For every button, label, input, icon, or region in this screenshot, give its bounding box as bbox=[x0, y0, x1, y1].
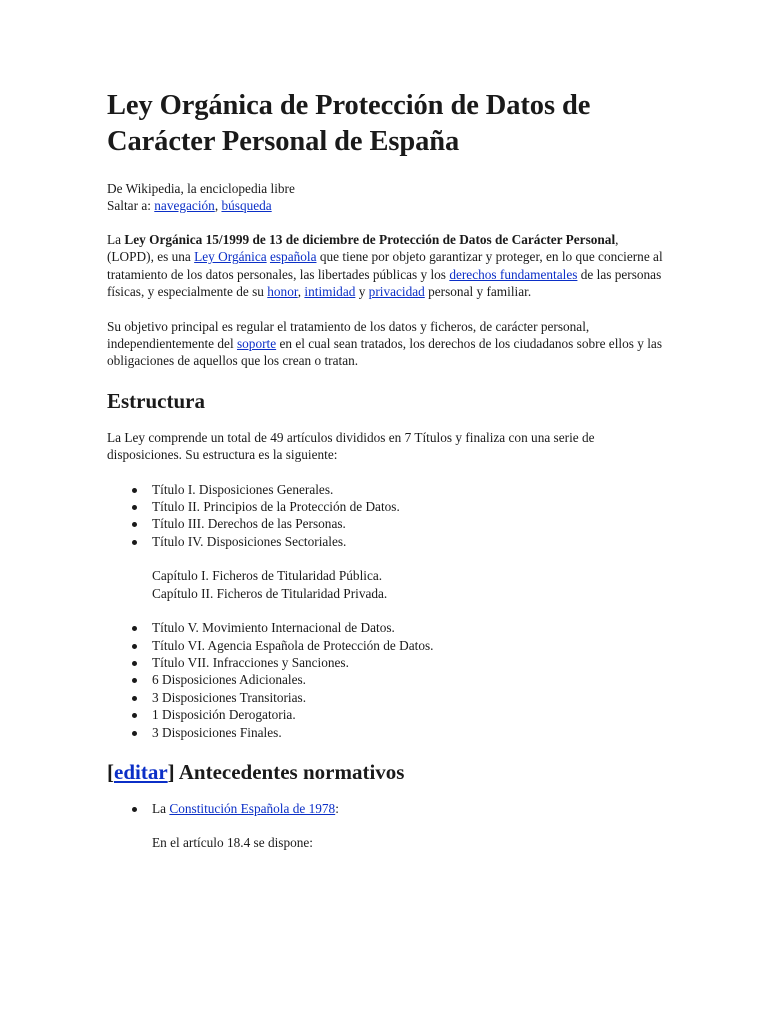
objective-paragraph bbox=[107, 318, 668, 370]
edit-bracket-open: [ bbox=[107, 759, 114, 784]
structure-list bbox=[107, 481, 668, 551]
structure-list-continued bbox=[107, 619, 668, 741]
jump-links bbox=[107, 197, 668, 214]
constitucion-link[interactable]: Constitución Española de 1978 bbox=[169, 800, 336, 816]
structure-intro: La Ley comprende un total de 49 artículos divididos en 7 Títulos y finaliza con una serie de disposiciones. Su estructura es la siguiente: bbox=[107, 429, 595, 463]
edit-bracket-close: ] bbox=[167, 759, 175, 784]
section-heading-estructura: Estructura bbox=[107, 388, 205, 413]
intro-text: personal y familiar. bbox=[424, 284, 532, 300]
soporte-link[interactable]: soporte bbox=[236, 336, 277, 352]
derechos-fundamentales-link[interactable]: derechos fundamentales bbox=[449, 266, 578, 282]
intro-paragraph bbox=[107, 231, 668, 301]
navigation-link[interactable]: navegación bbox=[154, 198, 215, 213]
article-meta bbox=[107, 180, 668, 214]
list-item: Título II. Principios de la Protección de Datos. bbox=[152, 498, 668, 515]
antecedentes-list bbox=[107, 800, 668, 852]
section-heading-text: Antecedentes normativos bbox=[174, 759, 405, 784]
intro-text: , bbox=[297, 284, 305, 300]
list-item: Título I. Disposiciones Generales. bbox=[152, 481, 668, 498]
page-title: Ley Orgánica de Protección de Datos de Carácter Personal de España bbox=[107, 90, 591, 157]
list-item: 3 Disposiciones Transitorias. bbox=[152, 689, 668, 706]
list-item: Título III. Derechos de las Personas. bbox=[152, 515, 668, 532]
search-link[interactable]: búsqueda bbox=[221, 198, 272, 213]
list-item: 6 Disposiciones Adicionales. bbox=[152, 671, 668, 688]
list-item bbox=[152, 800, 668, 852]
chapter-list bbox=[107, 567, 668, 602]
list-item: Título VI. Agencia Española de Protección de Datos. bbox=[152, 637, 668, 654]
list-item: Título V. Movimiento Internacional de Datos. bbox=[152, 619, 668, 636]
jump-prefix: Saltar a: bbox=[107, 198, 151, 213]
list-item: 3 Disposiciones Finales. bbox=[152, 724, 668, 741]
list-item: Título IV. Disposiciones Sectoriales. bbox=[152, 533, 668, 550]
espanola-link[interactable]: española bbox=[269, 249, 317, 265]
honor-link[interactable]: honor bbox=[267, 284, 298, 300]
law-name: Ley Orgánica 15/1999 de 13 de diciembre de Protección de Datos de Carácter Personal bbox=[124, 232, 616, 247]
intro-text: , (LOPD), es una bbox=[107, 232, 619, 265]
intimidad-link[interactable]: intimidad bbox=[304, 284, 356, 300]
subtitle: De Wikipedia, la enciclopedia libre bbox=[107, 181, 295, 196]
list-item: Título VII. Infracciones y Sanciones. bbox=[152, 654, 668, 671]
chapter-item: Capítulo I. Ficheros de Titularidad Pública. bbox=[152, 568, 383, 584]
ley-organica-link[interactable]: Ley Orgánica bbox=[194, 249, 267, 265]
intro-text: de las personas físicas, y especialmente de su bbox=[107, 266, 662, 300]
intro-text: que tiene por objeto garantizar y proteger, en lo que concierne al tratamiento de los datos personales, las libertades públicas y los bbox=[107, 249, 663, 282]
edit-link[interactable]: editar bbox=[114, 759, 168, 784]
item-detail: En el artículo 18.4 se dispone: bbox=[152, 835, 314, 851]
objective-text: en el cual sean tratados, los derechos de los ciudadanos sobre ellos y las obligaciones de aquellos que los crean o tratan. bbox=[107, 336, 662, 369]
privacidad-link[interactable]: privacidad bbox=[368, 284, 425, 300]
section-heading-antecedentes bbox=[107, 758, 668, 786]
intro-text: y bbox=[355, 284, 369, 300]
item-prefix: La bbox=[152, 800, 170, 816]
objective-text: Su objetivo principal es regular el tratamiento de los datos y ficheros, de carácter personal, independientemente del bbox=[107, 318, 590, 352]
item-suffix: : bbox=[335, 800, 339, 816]
list-item: 1 Disposición Derogatoria. bbox=[152, 706, 668, 723]
chapter-item: Capítulo II. Ficheros de Titularidad Privada. bbox=[152, 585, 388, 601]
jump-separator: , bbox=[214, 198, 219, 213]
intro-text: La bbox=[107, 232, 125, 247]
